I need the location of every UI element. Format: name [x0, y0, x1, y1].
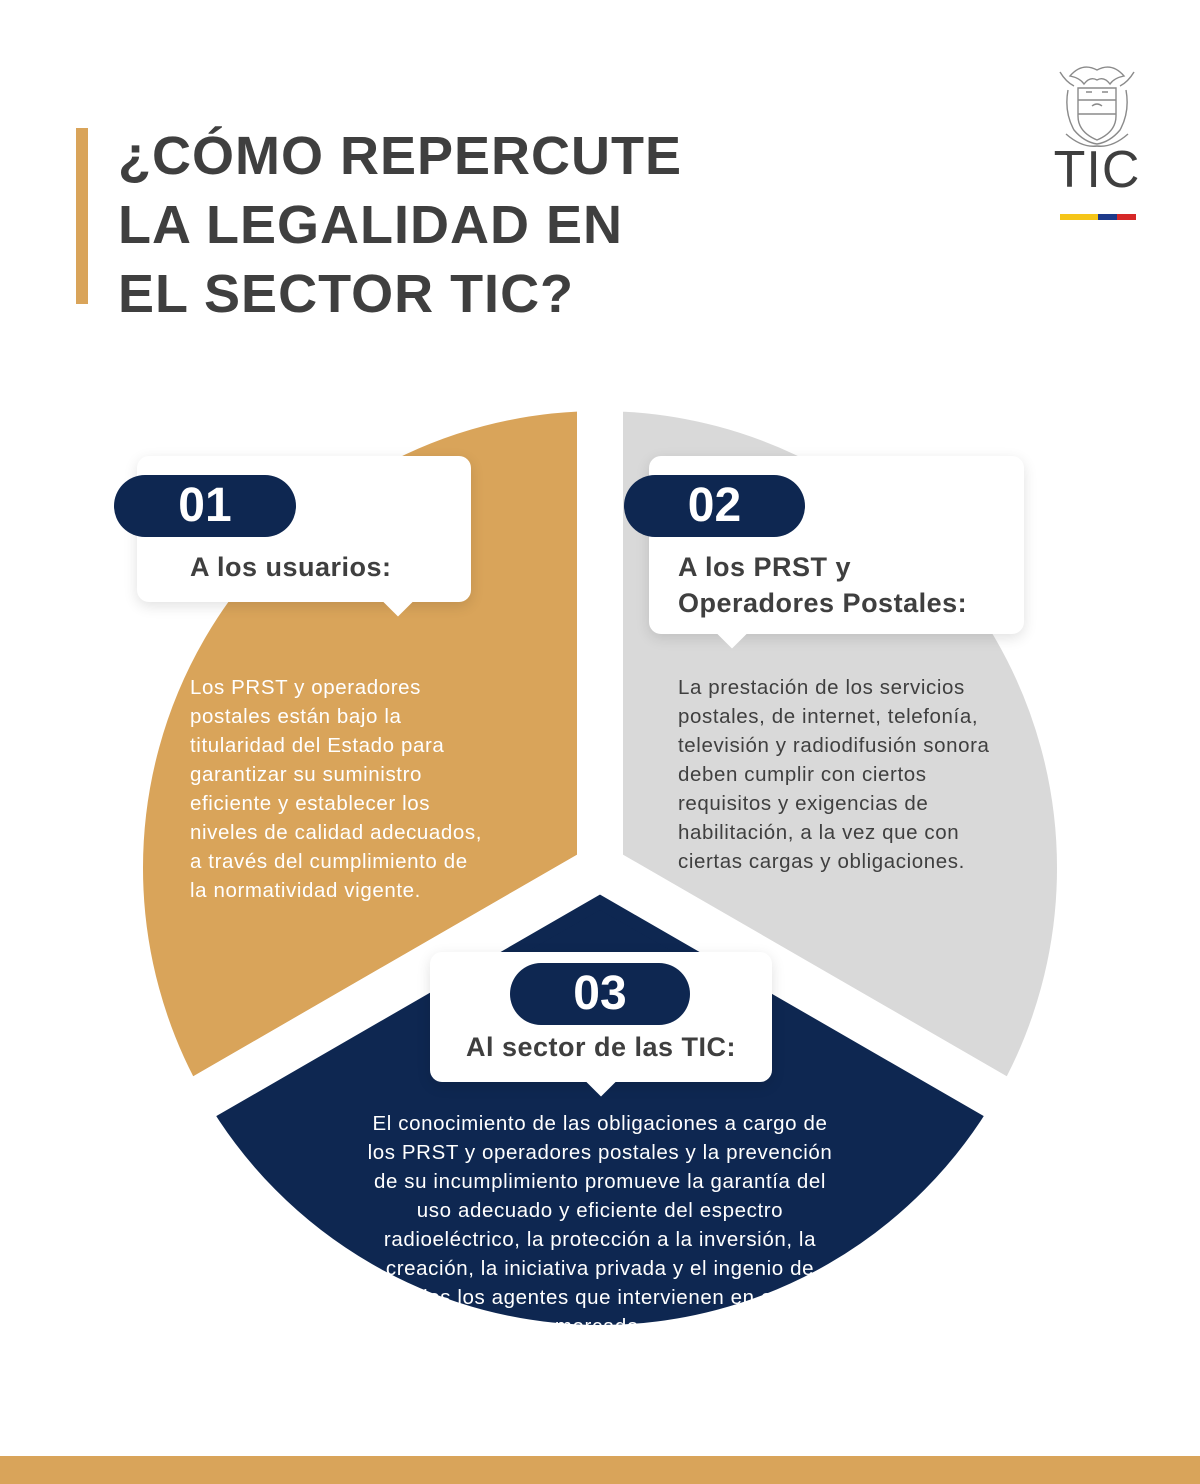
title-line: LA LEGALIDAD EN	[118, 195, 623, 255]
footer-band	[0, 1456, 1200, 1484]
body-line: mercado.	[554, 1315, 646, 1338]
section-number-01: 01	[114, 475, 296, 537]
body-line: todos los agentes que intervienen en este	[397, 1286, 803, 1309]
body-line: radioeléctrico, la protección a la inversión, la	[383, 1228, 817, 1251]
body-line: postales están bajo la	[190, 705, 402, 728]
section-label-sector-tic: Al sector de las TIC:	[465, 1032, 737, 1062]
body-line: La prestación de los servicios	[678, 676, 965, 699]
body-line: de su incumplimiento promueve la garantía del	[373, 1170, 827, 1193]
section-body-prst	[678, 673, 990, 876]
body-line: los PRST y operadores postales y la prevención	[367, 1141, 833, 1164]
section-number-02: 02	[624, 475, 805, 537]
body-line: televisión y radiodifusión sonora	[678, 734, 990, 757]
section-label-prst	[678, 549, 967, 621]
logo-text: TIC	[1053, 141, 1141, 199]
body-line: habilitación, a la vez que con	[678, 821, 960, 844]
body-line: El conocimiento de las obligaciones a cargo de	[372, 1112, 828, 1135]
body-line: postales, de internet, telefonía,	[678, 705, 979, 728]
body-line: a través del cumplimiento de	[190, 850, 468, 873]
label-line: A los PRST y	[678, 552, 852, 582]
body-line: deben cumplir con ciertos	[678, 763, 927, 786]
body-line: uso adecuado y eficiente del espectro	[416, 1199, 784, 1222]
body-line: niveles de calidad adecuados,	[190, 821, 483, 844]
section-number-03: 03	[510, 963, 690, 1025]
label-line: Operadores Postales:	[678, 588, 968, 618]
section-body-usuarios	[190, 673, 482, 905]
section-label-usuarios: A los usuarios:	[190, 552, 392, 582]
body-line: creación, la iniciativa privada y el ingenio de	[385, 1257, 815, 1280]
body-line: ciertas cargas y obligaciones.	[678, 850, 965, 873]
body-line: garantizar su suministro	[190, 763, 423, 786]
body-line: Los PRST y operadores	[190, 676, 422, 699]
body-line: la normatividad vigente.	[190, 879, 421, 902]
section-body-sector-tic	[300, 1109, 900, 1341]
body-line: titularidad del Estado para	[190, 734, 445, 757]
title-line: EL SECTOR TIC?	[118, 264, 575, 324]
title-line: ¿CÓMO REPERCUTE	[118, 126, 683, 186]
body-line: eficiente y establecer los	[190, 792, 431, 815]
body-line: requisitos y exigencias de	[678, 792, 929, 815]
